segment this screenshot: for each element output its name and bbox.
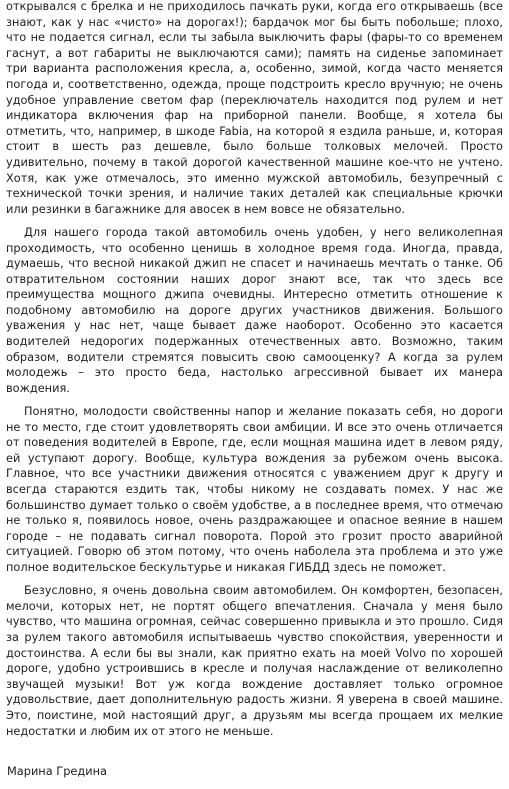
author-signature: Марина Гредина: [7, 764, 107, 778]
article-paragraph-1: открывался с брелка и не приходилось пачкать руки, когда его открываешь (все знают, как у нас «чисто» на дорогах!); бардачок мог бы быть побольше; плохо, что не подается сигнал, если ты забыла выключить фары (фары-то со временем гаснут, а вот габариты не выключаются сами); память на сиденье запоминает три варианта расположения кресла, а, особенно, зимой, когда часто меняется погода и, соответственно, одежда, проще подстроить кресло вручную; не очень удобное управление светом фар (переключатель находится под рулем и нет индикатора включения фар на приборной панели. Вообще, я хотела бы отметить, что, например, в шкоде Fabia, на которой я ездила раньше, и, которая стоит в шесть раз дешевле, было больше толковых мелочей. Просто удивительно, почему в такой дорогой качественной машине кое-что не учтено. Хотя, как уже отмечалось, это именно мужской автомобиль, безупречный с технической точки зрения, и наличие таких деталей как специальные крючки или резинки в багажнике для авосек в нем вовсе не обязательно.: [6, 0, 503, 216]
article-paragraph-4: Безусловно, я очень довольна своим автомобилем. Он комфортен, безопасен, мелочи, которых нет, не портят общего впечатления. Сначала у меня было чувство, что машина огромная, сейчас совершенно привыкла и это прошло. Сидя за рулем такого автомобиля испытываешь чувство спокойствия, уверенности и достоинства. А если бы вы знали, как приятно ехать на моей Volvo по хорошей дороге, удобно устроившись в кресле и получая наслаждение от великолепно звучащей музыки! Вот уж когда вождение доставляет только огромное удовольствие, дает дополнительную радость жизни. Я уверена в своей машине. Это, поистине, мой настоящий друг, а друзьям мы всегда прощаем их мелкие недостатки и любим их от этого не меньше.: [6, 583, 503, 738]
article-body: [6, 0, 503, 739]
article-paragraph-3: Понятно, молодости свойственны напор и желание показать себя, но дороги не то место, где стоит удовлетворять свои амбиции. И все это очень отличается от поведения водителей в Европе, где, если мощная машина идет в левом ряду, ей уступают дорогу. Вообще, культура вождения за рубежом очень высока. Главное, что все участники движения относятся с уважением друг к другу и всегда стараются ездить так, чтобы никому не создавать помех. У нас же большинство думает только о своём удобстве, а в последнее время, что отмечаю не только я, появилось новое, очень раздражающее и опасное веяние в нашем городе – не подавать сигнал поворота. Порой это грозит просто аварийной ситуацией. Говорю об этом потому, что очень наболела эта проблема и это уже полное водительское бескультурье и никакая ГИБДД здесь не поможет.: [6, 404, 503, 574]
article-paragraph-2: Для нашего города такой автомобиль очень удобен, у него великолепная проходимость, что особенно ценишь в холодное время года. Иногда, правда, думаешь, что весной никакой джип не спасет и начинаешь мечтать о танке. Об отвратительном состоянии наших дорог знают все, так что здесь все преимущества мощного джипа очевидны. Интересно отметить отношение к подобному автомобилю на дороге других участников движения. Большого уважения у нас нет, чаще бывает даже наоборот. Особенно это касается водителей недорогих подержанных отечественных авто. Возможно, таким образом, водители стремятся повысить свою самооценку? А когда за рулем молодежь – это просто беда, настолько агрессивной бывает их манера вождения.: [6, 224, 503, 395]
